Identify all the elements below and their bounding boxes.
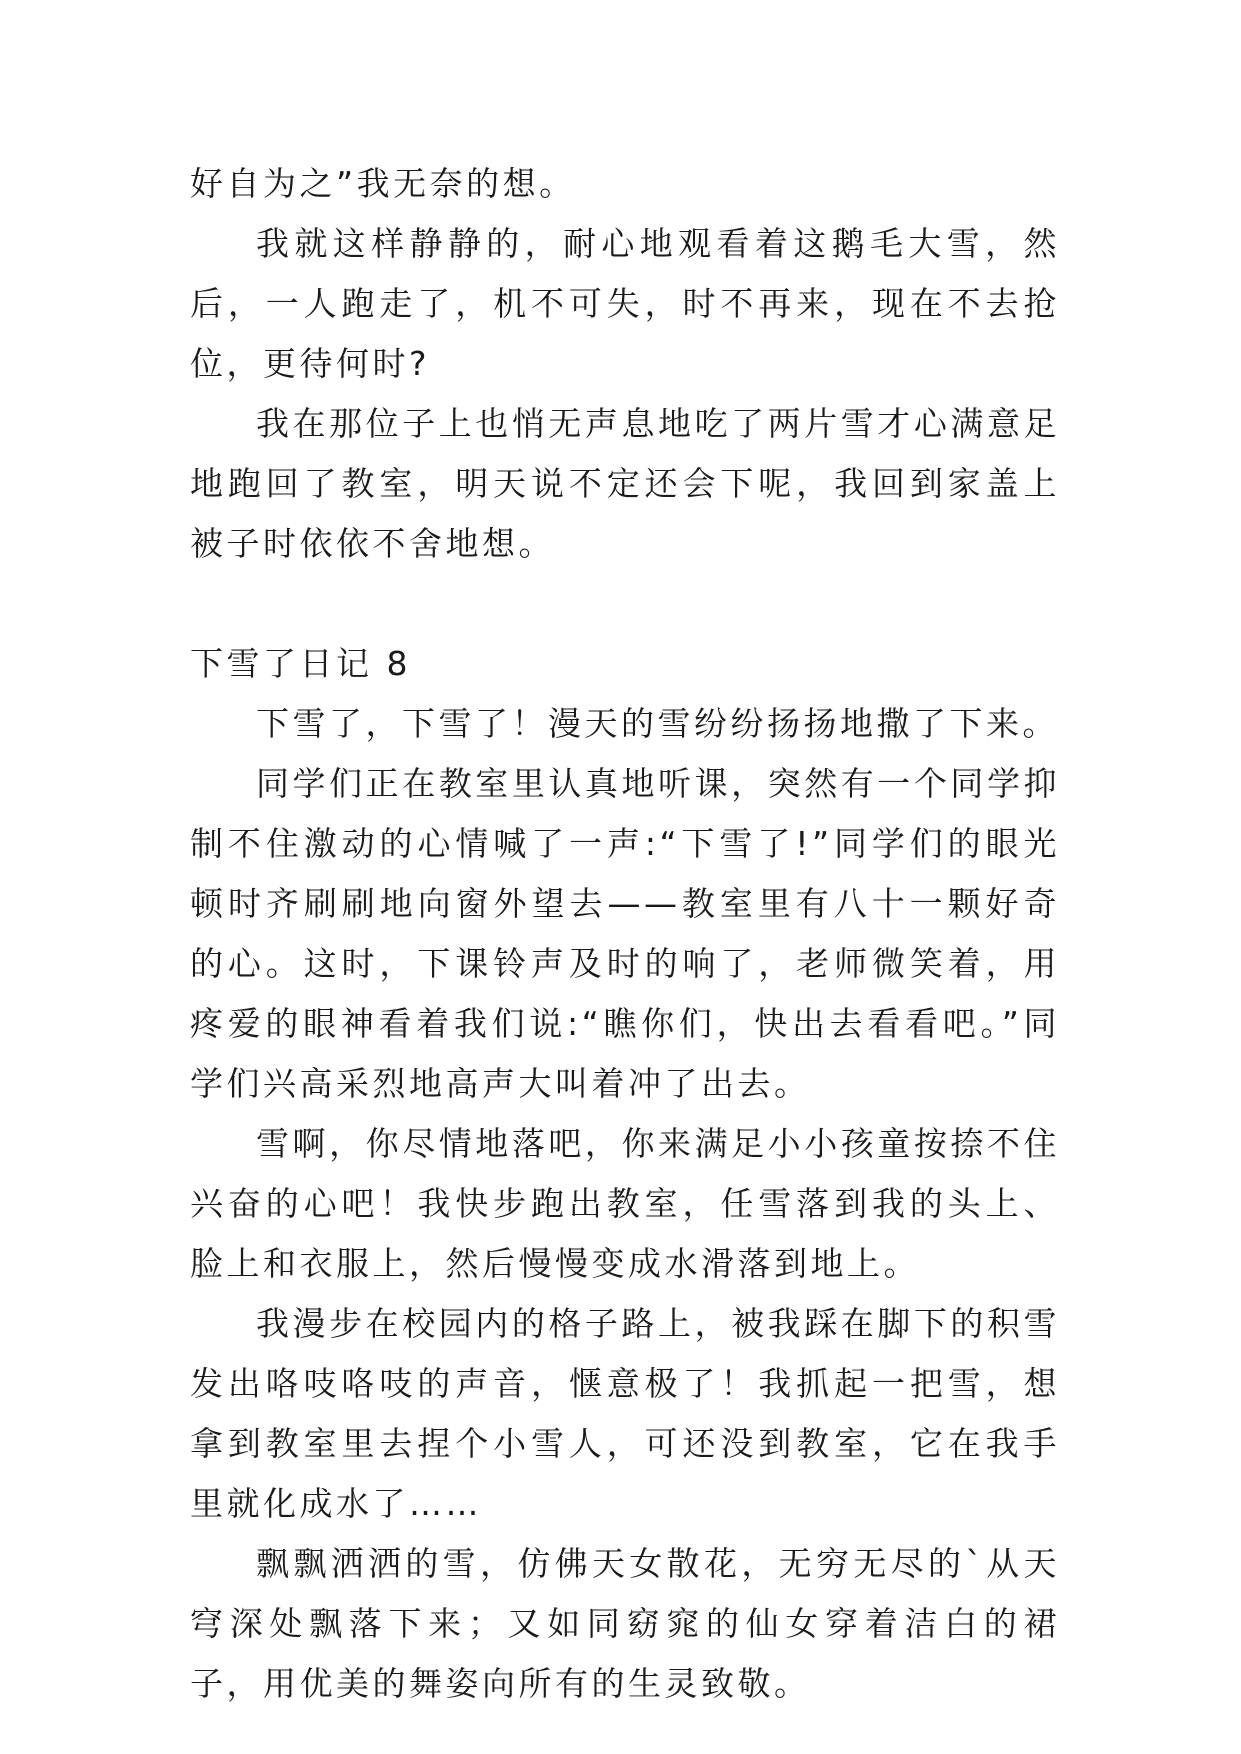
paragraph: 我在那位子上也悄无声息地吃了两片雪才心满意足地跑回了教室，明天说不定还会下呢，我回到家盖上被子时依依不舍地想。 [190,404,1060,563]
paragraph-continuation: 好自为之”我无奈的想。 [190,164,576,203]
paragraph: 雪啊，你尽情地落吧，你来满足小小孩童按捺不住兴奋的心吧！我快步跑出教室，任雪落到我的头上、脸上和衣服上，然后慢慢变成水滑落到地上。 [190,1124,1060,1283]
paragraph: 下雪了，下雪了！漫天的雪纷纷扬扬地撒了下来。 [256,704,1059,743]
paragraph: 同学们正在教室里认真地听课，突然有一个同学抑制不住激动的心情喊了一声:“下雪了!”同学们的眼光顿时齐刷刷地向窗外望去——教室里有八十一颗好奇的心。这时，下课铃声及时的响了，老师微笑着，用疼爱的眼神看着我们说:“瞧你们，快出去看看吧。”同学们兴高采烈地高声大叫着冲了出去。 [190,764,1060,1103]
paragraph: 我漫步在校园内的格子路上，被我踩在脚下的积雪发出咯吱咯吱的声音，惬意极了！我抓起一把雪，想拿到教室里去捏个小雪人，可还没到教室，它在我手里就化成水了…… [190,1304,1060,1523]
document-body [190,154,1060,1714]
paragraph: 飘飘洒洒的雪，仿佛天女散花，无穷无尽的`从天穹深处飘落下来；又如同窈窕的仙女穿着洁白的裙子，用优美的舞姿向所有的生灵致敬。 [190,1544,1060,1703]
section-title: 下雪了日记 8 [190,644,411,683]
section-spacer [190,574,1060,634]
paragraph: 我就这样静静的，耐心地观看着这鹅毛大雪，然后，一人跑走了，机不可失，时不再来，现在不去抢位，更待何时? [190,224,1060,383]
